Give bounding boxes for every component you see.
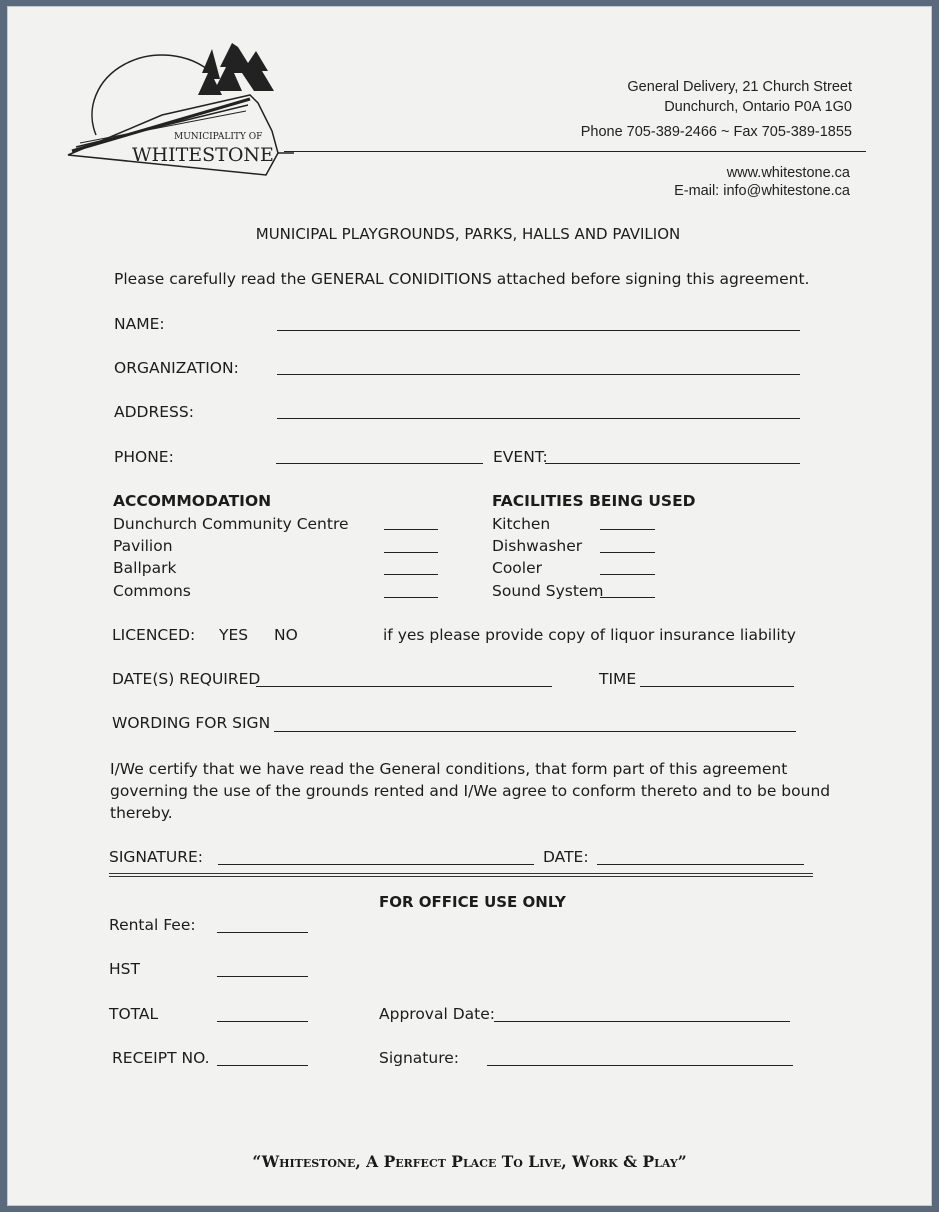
phone-field[interactable] [276,463,483,464]
wording-label: WORDING FOR SIGN [112,714,271,732]
hst-field[interactable] [217,976,308,977]
total-field[interactable] [217,1021,308,1022]
accommodation-check[interactable] [384,552,438,553]
certify-line-3: thereby. [110,804,173,822]
accommodation-item: Pavilion [113,537,173,555]
address-label: ADDRESS: [114,403,194,421]
rental-fee-field[interactable] [217,932,308,933]
name-field[interactable] [277,330,800,331]
accommodation-check[interactable] [384,597,438,598]
facility-check[interactable] [600,574,655,575]
time-label: TIME [599,670,637,688]
office-heading: FOR OFFICE USE ONLY [379,893,566,911]
organization-label: ORGANIZATION: [114,359,239,377]
phone-fax: Phone 705-389-2466 ~ Fax 705-389-1855 [580,124,852,140]
licenced-label: LICENCED: [112,626,196,644]
office-signature-field[interactable] [487,1065,793,1066]
facility-check[interactable] [600,529,655,530]
email: E-mail: info@whitestone.ca [674,183,850,199]
certify-line-2: governing the use of the grounds rented and I/We agree to conform thereto and to be bound [110,782,831,800]
form-title: MUNICIPAL PLAYGROUNDS, PARKS, HALLS AND PAVILION [255,225,681,243]
facility-item: Dishwasher [492,537,583,555]
dates-required-label: DATE(S) REQUIRED [112,670,261,688]
date-field[interactable] [597,864,804,865]
facilities-heading: FACILITIES BEING USED [492,492,696,510]
address-line-2: Dunchurch, Ontario P0A 1G0 [664,99,852,115]
name-label: NAME: [114,315,165,333]
form-page [7,6,932,1206]
licenced-no[interactable]: NO [274,626,298,644]
intro-text: Please carefully read the GENERAL CONIDITIONS attached before signing this agreement. [114,270,810,288]
accommodation-check[interactable] [384,574,438,575]
time-field[interactable] [640,686,794,687]
header-rule [284,151,866,152]
address-field[interactable] [277,418,800,419]
event-field[interactable] [545,463,800,464]
logo-big-text: WHITESTONE [132,144,274,166]
accommodation-item: Ballpark [113,559,177,577]
facility-item: Cooler [492,559,543,577]
facility-check[interactable] [600,552,655,553]
wording-field[interactable] [274,731,796,732]
accommodation-check[interactable] [384,529,438,530]
certify-line-1: I/We certify that we have read the General conditions, that form part of this agreement [110,760,788,778]
accommodation-heading: ACCOMMODATION [113,492,272,510]
licenced-yes[interactable]: YES [219,626,249,644]
motto: “Whitestone, A Perfect Place To Live, Work & Play” [252,1152,687,1171]
dates-required-field[interactable] [256,686,552,687]
approval-date-field[interactable] [494,1021,790,1022]
office-signature-label: Signature: [379,1049,459,1067]
logo-small-text: MUNICIPALITY OF [174,132,263,142]
organization-field[interactable] [277,374,800,375]
total-label: TOTAL [109,1005,159,1023]
facility-item: Kitchen [492,515,551,533]
address-line-1: General Delivery, 21 Church Street [627,79,852,95]
rental-fee-label: Rental Fee: [109,916,196,934]
hst-label: HST [109,960,140,978]
phone-label: PHONE: [114,448,174,466]
municipality-logo [62,43,294,179]
receipt-field[interactable] [217,1065,308,1066]
date-label: DATE: [543,848,589,866]
licence-note: if yes please provide copy of liquor insurance liability [383,626,796,644]
website: www.whitestone.ca [726,165,850,181]
receipt-label: RECEIPT NO. [112,1049,210,1067]
accommodation-item: Commons [113,582,191,600]
event-label: EVENT: [493,448,548,466]
facility-check[interactable] [600,597,655,598]
facility-item: Sound System [492,582,604,600]
section-separator [109,873,813,880]
signature-field[interactable] [218,864,534,865]
approval-date-label: Approval Date: [379,1005,495,1023]
accommodation-item: Dunchurch Community Centre [113,515,349,533]
signature-label: SIGNATURE: [109,848,204,866]
